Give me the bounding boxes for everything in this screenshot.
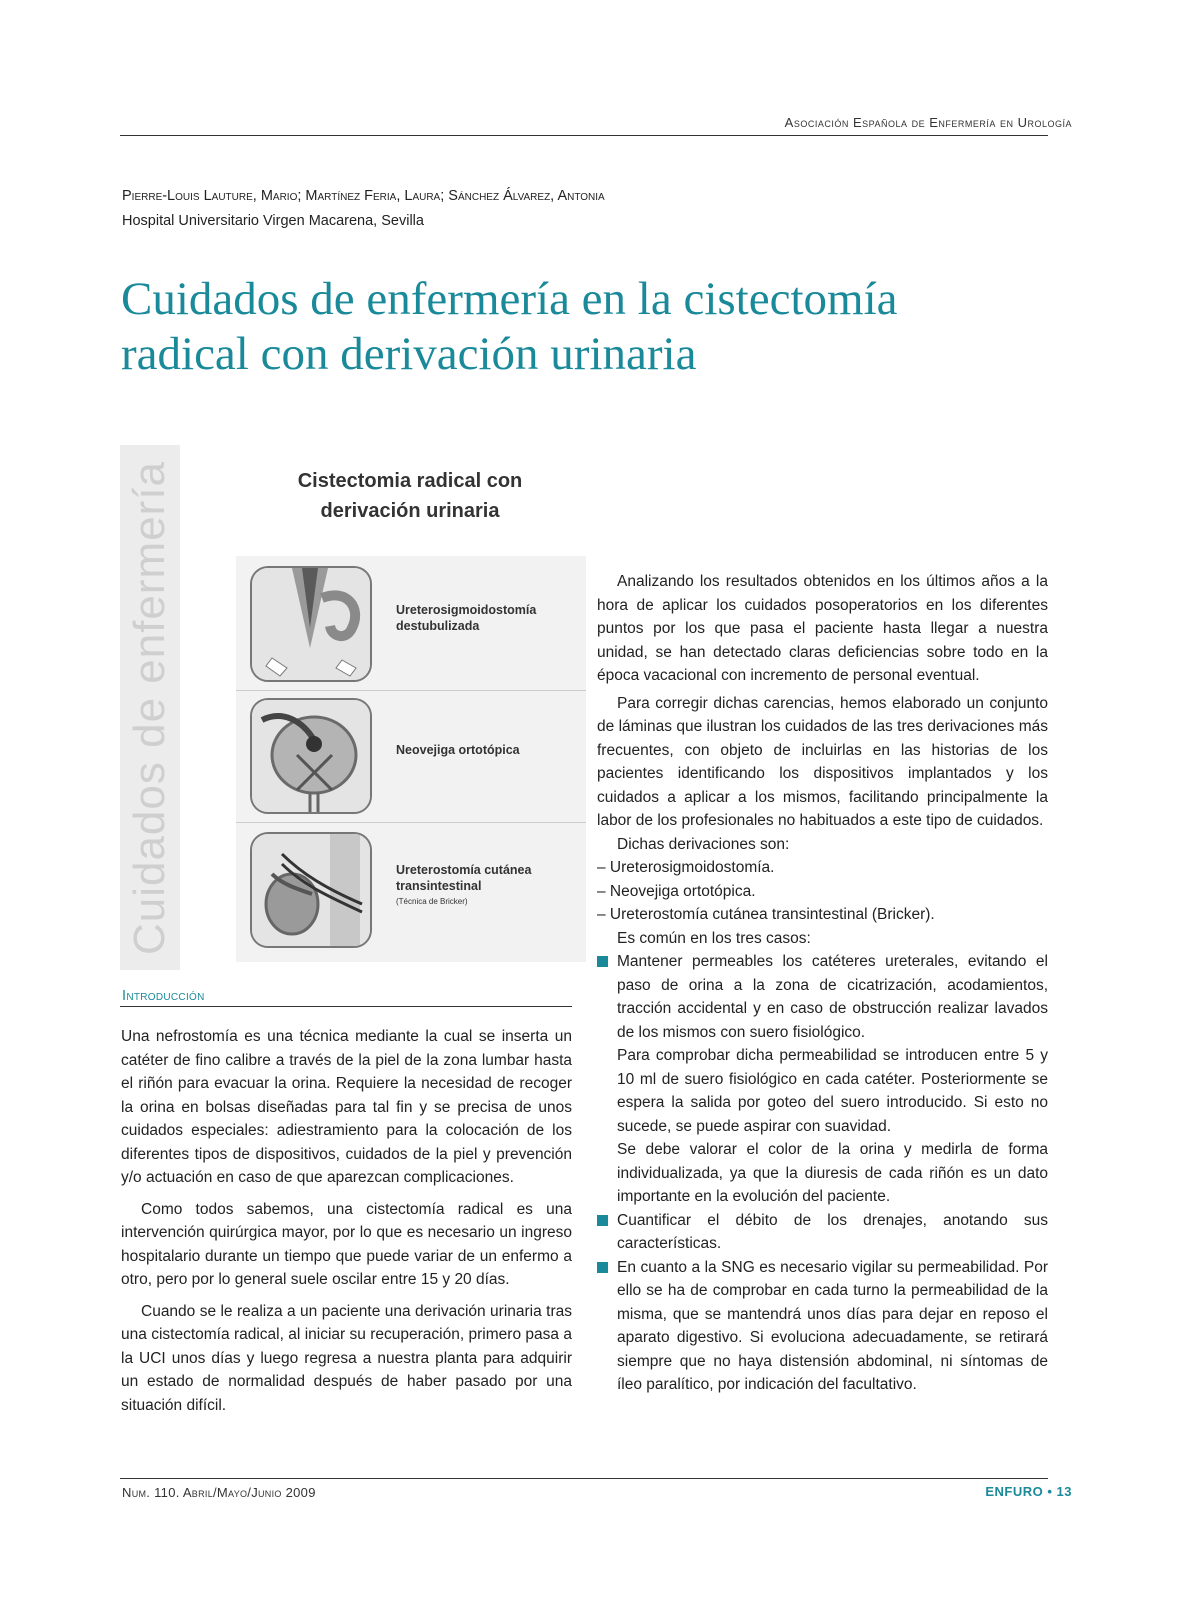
caption-3-line-2: transintestinal — [396, 879, 482, 893]
bullet-text: Cuantificar el débito de los drenajes, anotando sus características. — [617, 1211, 1048, 1252]
bullet-square-icon — [597, 956, 608, 967]
section-rule — [120, 1006, 572, 1007]
article-title — [121, 272, 1081, 382]
hospital: Hospital Universitario Virgen Macarena, Sevilla — [122, 213, 424, 229]
paragraph: Es común en los tres casos: — [617, 929, 811, 947]
figure-separator — [236, 690, 586, 691]
left-column — [121, 1025, 572, 1417]
page-number: ENFURO • 13 — [985, 1484, 1072, 1499]
journal-association: Asociación Española de Enfermería en Urología — [784, 115, 1072, 130]
paragraph: Dichas derivaciones son: — [617, 835, 790, 853]
bullet-text: En cuanto a la SNG es necesario vigilar su permeabilidad. Por ello se ha de comprobar en cada turno la permeabilidad de la misma, que se mantendrá unos días para dejar en reposo el aparato digestivo. Si evoluciona adecuadamente, se retirará siempre que no haya distensión abdominal, ni síntomas de íleo paralítico, por indicación del facultativo. — [617, 1258, 1048, 1393]
bullet-subparagraph: Se debe valorar el color de la orina y medirla de forma individualizada, ya que la diuresis de cada riñón es un dato importante en la evolución del paciente. — [617, 1141, 1048, 1205]
paragraph: Como todos sabemos, una cistectomía radical es una intervención quirúrgica mayor, por lo que es necesario un ingreso hospitalario durante un tiempo que puede variar de un enfermo a otro, pero por lo general suele oscilar entre 15 y 20 días. — [121, 1200, 572, 1288]
caption-3-note: (Técnica de Bricker) — [396, 897, 468, 906]
figure-caption-1 — [396, 602, 536, 634]
bullet-subparagraph: Para comprobar dicha permeabilidad se introducen entre 5 y 10 ml de suero fisiológico en cada catéter. Posteriormente se espera la salida por goteo del suero introducido. Si esto no sucede, se puede aspirar con suavidad. — [617, 1047, 1048, 1135]
paragraph: Para corregir dichas carencias, hemos elaborado un conjunto de láminas que ilustran los cuidados de las tres derivaciones más frecuentes, con objeto de incluirlas en las historias de los pacientes identificando los dispositivos implantados y los cuidados a aplicar a los mismos, facilitando principalmente la labor de los profesionales no habituados a este tipo de cuidados. — [597, 694, 1048, 829]
issue-info: Num. 110. Abril/Mayo/Junio 2009 — [122, 1485, 316, 1500]
figure-title-line-2: derivación urinaria — [320, 500, 500, 522]
header-rule — [120, 135, 1048, 136]
list-item: – Ureterosigmoidostomía. — [597, 859, 775, 876]
figure-caption-3 — [396, 862, 531, 910]
figure-caption-2 — [396, 742, 520, 758]
bullet-item — [597, 950, 1048, 1044]
figure-panel — [236, 556, 586, 962]
bullet-text: Mantener permeables los catéteres ureterales, evitando el paso de orina a la zona de cicatrización, acodamientos, tracción accidental y en caso de obstrucción realizar lavados de los mismos con suero fisiológico. — [617, 953, 1048, 1041]
title-line-1: Cuidados de enfermería en la cistectomía — [121, 273, 898, 325]
caption-1-line-2: destubulizada — [396, 619, 480, 633]
footer-rule — [120, 1478, 1048, 1479]
ureterosigmoidostomy-illustration — [250, 566, 372, 682]
title-line-2: radical con derivación urinaria — [121, 328, 697, 380]
caption-1-line-1: Ureterosigmoidostomía — [396, 603, 537, 617]
bullet-item — [597, 1256, 1048, 1397]
bullet-square-icon — [597, 1262, 608, 1273]
paragraph: Una nefrostomía es una técnica mediante la cual se inserta un catéter de fino calibre a través de la piel de la zona lumbar hasta el riñón para evacuar la orina. Requiere la necesidad de recoger la orina en bolsas diseñadas para tal fin y se precisa de unos cuidados especiales: adiestramiento para la colocación de los diferentes tipos de dispositivos, cuidados de la piel y prevención y/o actuación en caso de que aparezcan complicaciones. — [121, 1028, 572, 1186]
side-band — [120, 445, 180, 970]
paragraph: Analizando los resultados obtenidos en los últimos años a la hora de aplicar los cuidados posoperatorios en los diferentes puntos por los que pasa el paciente hasta llegar a nuestra unidad, se han detectado claras deficiencias sobre todo en la época vacacional con incremento de personal eventual. — [597, 573, 1048, 684]
list-item: – Neovejiga ortotópica. — [597, 882, 756, 900]
neobladder-illustration — [250, 698, 372, 814]
caption-2-line-1: Neovejiga ortotópica — [396, 743, 520, 757]
bullet-item — [597, 1209, 1048, 1256]
section-heading-introduccion: Introducción — [122, 988, 205, 1004]
list-item: – Ureterostomía cutánea transintestinal (Bricker). — [597, 906, 935, 923]
bricker-ureterostomy-illustration — [250, 832, 372, 948]
figure-title — [240, 466, 580, 526]
authors: Pierre-Louis Lauture, Mario; Martínez Feria, Laura; Sánchez Álvarez, Antonia — [122, 188, 605, 204]
bullet-square-icon — [597, 1215, 608, 1226]
side-label: Cuidados de enfermería — [125, 460, 174, 956]
figure-separator — [236, 822, 586, 823]
right-column — [597, 570, 1048, 1397]
figure-title-line-1: Cistectomia radical con — [297, 470, 523, 492]
caption-3-line-1: Ureterostomía cutánea — [396, 863, 532, 877]
paragraph: Cuando se le realiza a un paciente una derivación urinaria tras una cistectomía radical, al iniciar su recuperación, primero pasa a la UCI unos días y luego regresa a nuestra planta para adquirir un estado de normalidad después de haber pasado por una situación difícil. — [121, 1302, 572, 1414]
